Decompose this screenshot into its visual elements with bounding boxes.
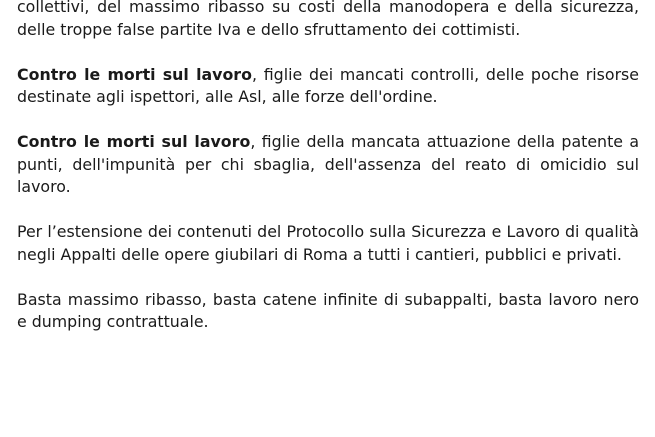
paragraph-spacer xyxy=(17,41,639,64)
paragraph-3-lead: Contro le morti sul lavoro xyxy=(17,132,251,151)
paragraph-spacer xyxy=(17,199,639,222)
paragraph-spacer xyxy=(17,266,639,289)
document-body xyxy=(17,0,639,334)
paragraph-2-lead: Contro le morti sul lavoro xyxy=(17,64,252,84)
paragraph-5 xyxy=(17,289,639,334)
paragraph-1 xyxy=(17,0,639,41)
paragraph-3-text: , figlie della mancata attuazione della patente a punti, dell'impunità per chi sbaglia, dell'assenza del reato di omicidio sul lavoro. xyxy=(17,132,640,196)
paragraph-1-text: collettivi, del massimo ribasso su costi della manodopera e della sicurezza, delle troppe false partite Iva e dello sfruttamento dei cottimisti. xyxy=(17,0,639,39)
paragraph-2 xyxy=(17,64,639,109)
paragraph-4-text: Per l’estensione dei contenuti del Protocollo sulla Sicurezza e Lavoro di qualità negli Appalti delle opere giubilari di Roma a tutti i cantieri, pubblici e privati. xyxy=(17,222,639,264)
paragraph-3 xyxy=(17,131,639,199)
paragraph-4 xyxy=(17,221,639,266)
paragraph-2-text: , figlie dei mancati controlli, delle poche risorse destinate agli ispettori, alle Asl, alle forze dell'ordine. xyxy=(17,64,640,106)
paragraph-spacer xyxy=(17,109,639,132)
paragraph-5-text: Basta massimo ribasso, basta catene infinite di subappalti, basta lavoro nero e dumping contrattuale. xyxy=(17,289,639,331)
